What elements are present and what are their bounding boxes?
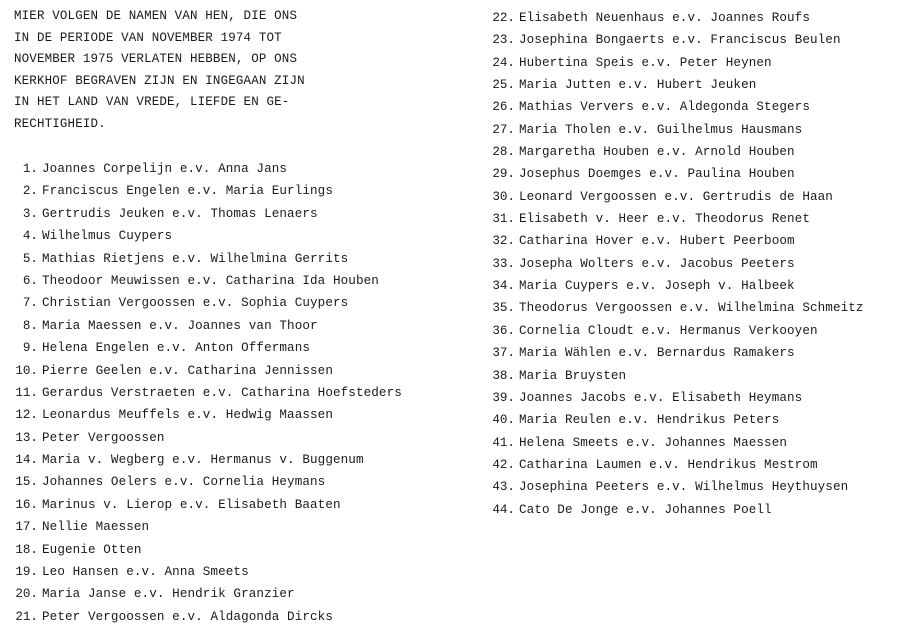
entry-number: 36. — [492, 323, 515, 338]
entry-name: Theodorus Vergoossen e.v. Wilhelmina Schmeitz — [519, 301, 864, 316]
entry-number: 14. — [15, 453, 38, 468]
list-item — [476, 275, 864, 297]
list-item — [476, 230, 864, 252]
entry-name: Joannes Jacobs e.v. Elisabeth Heymans — [519, 390, 803, 405]
entry-name: Theodoor Meuwissen e.v. Catharina Ida Houben — [42, 273, 379, 288]
entry-number: 1. — [22, 162, 38, 176]
list-item — [0, 449, 402, 471]
list-item — [476, 163, 864, 185]
entry-number: 40. — [492, 413, 515, 428]
entry-name: Gerardus Verstraeten e.v. Catharina Hoefsteders — [42, 385, 402, 400]
entry-number: 12. — [15, 408, 38, 423]
entry-name: Eugenie Otten — [42, 542, 142, 557]
entry-name: Helena Engelen e.v. Anton Offermans — [42, 341, 311, 356]
list-item — [0, 337, 402, 359]
entry-name: Josepha Wolters e.v. Jacobus Peeters — [519, 256, 795, 271]
entry-name: Maria Bruysten — [519, 368, 627, 383]
list-item — [0, 539, 402, 561]
list-item — [0, 606, 402, 628]
entry-number: 17. — [15, 520, 38, 535]
list-item — [0, 516, 402, 538]
entry-name: Catharina Laumen e.v. Hendrikus Mestrom — [519, 457, 818, 472]
entry-number: 30. — [492, 189, 515, 204]
entry-number: 6. — [22, 273, 38, 288]
list-item — [0, 360, 402, 382]
entry-number: 32. — [492, 234, 515, 249]
entry-name: Nellie Maessen — [42, 520, 150, 535]
entry-number: 21. — [15, 609, 38, 624]
list-item — [0, 471, 402, 493]
entry-number: 4. — [22, 229, 38, 244]
entry-name: Mathias Rietjens e.v. Wilhelmina Gerrits — [42, 251, 349, 266]
list-item — [476, 320, 864, 342]
entry-name: Maria Wählen e.v. Bernardus Ramakers — [519, 346, 795, 361]
entry-number: 39. — [492, 390, 515, 405]
entry-number: 29. — [492, 167, 515, 182]
entry-name: Johannes Oelers e.v. Cornelia Heymans — [42, 475, 326, 490]
entry-number: 26. — [492, 100, 515, 115]
entry-number: 2. — [22, 184, 38, 199]
entry-number: 33. — [492, 256, 515, 271]
entry-number: 8. — [22, 318, 38, 333]
entry-name: Maria Reulen e.v. Hendrikus Peters — [519, 413, 780, 428]
list-item — [0, 427, 402, 449]
entry-number: 5. — [22, 251, 38, 266]
list-item — [476, 141, 864, 163]
list-item — [0, 494, 402, 516]
entry-number: 16. — [15, 497, 38, 512]
entry-name: Maria Maessen e.v. Joannes van Thoor — [42, 318, 318, 333]
entry-name: Mathias Ververs e.v. Aldegonda Stegers — [519, 100, 810, 115]
list-item — [476, 432, 864, 454]
list-item — [476, 29, 864, 51]
list-item — [476, 499, 864, 521]
list-item — [476, 387, 864, 409]
entry-number: 42. — [492, 457, 515, 472]
entry-name: Christian Vergoossen e.v. Sophia Cuypers — [42, 296, 349, 311]
list-item — [476, 186, 864, 208]
entry-name: Catharina Hover e.v. Hubert Peerboom — [519, 234, 795, 249]
names-list-right — [476, 7, 864, 521]
entry-name: Gertrudis Jeuken e.v. Thomas Lenaers — [42, 206, 318, 221]
entry-number: 43. — [492, 480, 515, 495]
list-item — [0, 248, 402, 270]
entry-number: 11. — [15, 385, 38, 400]
list-item — [0, 225, 402, 247]
list-item — [476, 208, 864, 230]
entry-name: Maria Cuypers e.v. Joseph v. Halbeek — [519, 279, 795, 294]
entry-name: Cato De Jonge e.v. Johannes Poell — [519, 502, 772, 517]
list-item — [0, 270, 402, 292]
entry-number: 37. — [492, 346, 515, 361]
list-item — [0, 315, 402, 337]
list-item — [476, 297, 864, 319]
intro-paragraph: MIER VOLGEN DE NAMEN VAN HEN, DIE ONS IN DE PERIODE VAN NOVEMBER 1974 TOT NOVEMBER 1975 VERLATEN HEBBEN, OP ONS KERKHOF BEGRAVEN ZIJN EN INGEGAAN ZIJN IN HET LAND VAN VREDE, LIEFDE EN GE- RECHTIGHEID. — [14, 9, 305, 131]
list-item — [476, 7, 864, 29]
list-item — [476, 52, 864, 74]
entry-name: Cornelia Cloudt e.v. Hermanus Verkooyen — [519, 323, 818, 338]
list-item — [476, 476, 864, 498]
entry-name: Leonard Vergoossen e.v. Gertrudis de Haan — [519, 189, 833, 204]
entry-name: Hubertina Speis e.v. Peter Heynen — [519, 55, 772, 70]
entry-number: 19. — [15, 565, 38, 580]
entry-number: 15. — [15, 475, 38, 490]
list-item — [0, 561, 402, 583]
entry-number: 34. — [492, 279, 515, 294]
entry-name: Josephina Bongaerts e.v. Franciscus Beulen — [519, 33, 841, 48]
entry-number: 13. — [15, 430, 38, 445]
list-item — [476, 74, 864, 96]
entry-name: Maria Tholen e.v. Guilhelmus Hausmans — [519, 122, 803, 137]
entry-name: Leo Hansen e.v. Anna Smeets — [42, 565, 249, 580]
entry-name: Josephus Doemges e.v. Paulina Houben — [519, 167, 795, 182]
entry-name: Wilhelmus Cuypers — [42, 229, 173, 244]
entry-number: 24. — [492, 55, 515, 70]
entry-number: 9. — [22, 341, 38, 356]
list-item — [0, 404, 402, 426]
list-item — [476, 96, 864, 118]
entry-number: 27. — [492, 122, 515, 137]
entry-number: 22. — [492, 11, 515, 25]
entry-name: Maria Jutten e.v. Hubert Jeuken — [519, 78, 757, 93]
entry-number: 25. — [492, 78, 515, 93]
list-item — [0, 158, 402, 180]
entry-name: Pierre Geelen e.v. Catharina Jennissen — [42, 363, 333, 378]
entry-name: Marinus v. Lierop e.v. Elisabeth Baaten — [42, 497, 341, 512]
entry-number: 7. — [22, 296, 38, 311]
entry-name: Josephina Peeters e.v. Wilhelmus Heythuysen — [519, 480, 849, 495]
list-item — [0, 382, 402, 404]
list-item — [0, 583, 402, 605]
entry-name: Joannes Corpelijn e.v. Anna Jans — [42, 162, 288, 176]
list-item — [476, 454, 864, 476]
entry-number: 28. — [492, 145, 515, 160]
entry-number: 31. — [492, 212, 515, 227]
list-item — [0, 180, 402, 202]
entry-name: Helena Smeets e.v. Johannes Maessen — [519, 435, 788, 450]
list-item — [476, 342, 864, 364]
entry-name: Elisabeth Neuenhaus e.v. Joannes Roufs — [519, 11, 810, 25]
names-list-left — [0, 158, 402, 628]
list-item — [476, 119, 864, 141]
list-item — [0, 203, 402, 225]
entry-name: Maria Janse e.v. Hendrik Granzier — [42, 587, 295, 602]
list-item — [476, 253, 864, 275]
entry-number: 38. — [492, 368, 515, 383]
entry-name: Peter Vergoossen e.v. Aldagonda Dircks — [42, 609, 333, 624]
entry-number: 23. — [492, 33, 515, 48]
list-item — [0, 292, 402, 314]
list-item — [476, 365, 864, 387]
entry-name: Elisabeth v. Heer e.v. Theodorus Renet — [519, 212, 810, 227]
entry-number: 3. — [22, 206, 38, 221]
entry-number: 44. — [492, 502, 515, 517]
entry-number: 20. — [15, 587, 38, 602]
entry-number: 10. — [15, 363, 38, 378]
entry-name: Peter Vergoossen — [42, 430, 165, 445]
entry-name: Maria v. Wegberg e.v. Hermanus v. Buggenum — [42, 453, 364, 468]
entry-number: 41. — [492, 435, 515, 450]
entry-name: Margaretha Houben e.v. Arnold Houben — [519, 145, 795, 160]
list-item — [476, 409, 864, 431]
entry-number: 18. — [15, 542, 38, 557]
entry-name: Franciscus Engelen e.v. Maria Eurlings — [42, 184, 333, 199]
entry-number: 35. — [492, 301, 515, 316]
entry-name: Leonardus Meuffels e.v. Hedwig Maassen — [42, 408, 333, 423]
